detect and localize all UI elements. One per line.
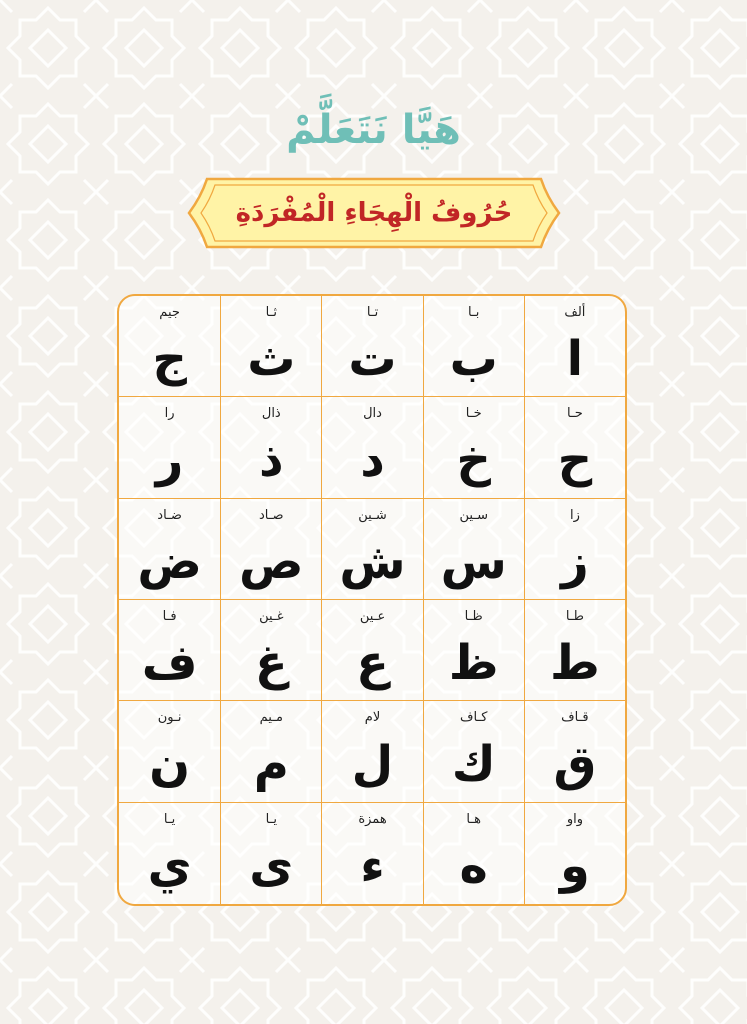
letter-cell xyxy=(423,499,524,600)
letter-name: حـا xyxy=(567,406,583,422)
letter-glyph: ي xyxy=(147,837,192,894)
letter-glyph: ه xyxy=(459,837,488,894)
letter-glyph: ن xyxy=(149,736,191,793)
letter-cell xyxy=(524,701,625,802)
letter-glyph: ك xyxy=(451,736,496,793)
letter-cell xyxy=(119,397,220,498)
letter-glyph: ء xyxy=(360,837,385,894)
letter-cell xyxy=(524,803,625,904)
letter-name: هـا xyxy=(466,811,482,827)
letter-glyph: ز xyxy=(561,533,589,590)
letter-name: غـين xyxy=(259,609,284,624)
letter-name: ضـاد xyxy=(157,507,182,523)
letter-cell xyxy=(321,397,422,498)
letter-name: شـين xyxy=(358,507,387,523)
letter-cell xyxy=(220,701,321,802)
letter-cell xyxy=(423,803,524,904)
letter-cell xyxy=(119,701,220,802)
letter-glyph: ع xyxy=(356,635,389,691)
letter-glyph: ح xyxy=(557,432,593,489)
letter-glyph: ث xyxy=(247,331,296,387)
letter-cell xyxy=(119,296,220,397)
letter-glyph: ف xyxy=(141,635,198,691)
letter-glyph: ش xyxy=(339,533,406,590)
letter-name: قـاف xyxy=(561,710,589,726)
letter-cell xyxy=(119,803,220,904)
alphabet-grid xyxy=(117,294,627,906)
letter-name: نـون xyxy=(157,710,182,726)
letter-cell xyxy=(220,803,321,904)
page-title: هَيَّا نَتَعَلَّمْ xyxy=(286,107,461,153)
letter-glyph: ر xyxy=(155,432,184,489)
letter-glyph: ت xyxy=(348,331,397,387)
letter-name: سـين xyxy=(459,507,488,523)
letter-glyph: و xyxy=(559,837,590,894)
letter-glyph: ا xyxy=(566,331,584,387)
letter-cell xyxy=(321,803,422,904)
letter-glyph: ط xyxy=(549,635,600,691)
letter-name: را xyxy=(164,406,175,422)
letter-name: فـا xyxy=(162,609,177,624)
letter-cell xyxy=(119,600,220,701)
letter-name: يـا xyxy=(163,811,176,827)
letter-name: واو xyxy=(566,811,583,827)
letter-cell xyxy=(524,296,625,397)
letter-name: يـا xyxy=(265,811,277,827)
letter-name: عـين xyxy=(359,609,386,624)
letter-name: طـا xyxy=(565,609,584,624)
letter-cell xyxy=(220,499,321,600)
letter-cell xyxy=(524,499,625,600)
letter-glyph: ل xyxy=(351,736,394,793)
letter-name: مـيم xyxy=(259,710,283,726)
letter-name: ذال xyxy=(261,406,281,422)
letter-glyph: ى xyxy=(249,837,294,894)
letter-name: زا xyxy=(569,507,580,523)
letter-glyph: م xyxy=(253,736,289,793)
letter-glyph: ض xyxy=(137,533,202,590)
letter-cell xyxy=(119,499,220,600)
letter-cell xyxy=(524,397,625,498)
letter-glyph: ذ xyxy=(258,432,284,489)
letter-glyph: ص xyxy=(239,533,304,590)
letter-name: خـا xyxy=(465,406,482,422)
letter-glyph: خ xyxy=(456,432,491,489)
letter-glyph: غ xyxy=(254,635,288,691)
letter-cell xyxy=(321,701,422,802)
letter-name: تـا xyxy=(366,305,379,320)
subtitle-banner xyxy=(185,175,563,251)
letter-cell xyxy=(220,600,321,701)
letter-cell xyxy=(321,600,422,701)
letter-name: لام xyxy=(364,710,381,726)
letter-name: ألف xyxy=(564,305,586,320)
letter-glyph: ب xyxy=(449,331,498,387)
letter-cell xyxy=(423,296,524,397)
letter-glyph: ظ xyxy=(448,635,499,691)
letter-name: كـاف xyxy=(459,710,488,726)
letter-name: صـاد xyxy=(259,507,284,523)
letter-cell xyxy=(524,600,625,701)
letter-glyph: د xyxy=(360,432,385,489)
letter-cell xyxy=(220,397,321,498)
letter-name: بـا xyxy=(468,305,480,320)
letter-cell xyxy=(423,397,524,498)
letter-glyph: ج xyxy=(152,331,187,387)
letter-glyph: ق xyxy=(553,736,597,793)
letter-glyph: س xyxy=(440,533,507,590)
letter-name: دال xyxy=(363,406,382,422)
letter-name: ثـا xyxy=(265,305,277,320)
letter-cell xyxy=(423,600,524,701)
letter-name: جيم xyxy=(159,305,180,320)
letter-name: ظـا xyxy=(464,609,483,624)
letter-name: همزة xyxy=(358,811,387,827)
letter-cell xyxy=(321,499,422,600)
letter-cell xyxy=(423,701,524,802)
letter-cell xyxy=(321,296,422,397)
letter-cell xyxy=(220,296,321,397)
subtitle-text: حُرُوفُ الْهِجَاءِ الْمُفْرَدَةِ xyxy=(235,198,513,228)
